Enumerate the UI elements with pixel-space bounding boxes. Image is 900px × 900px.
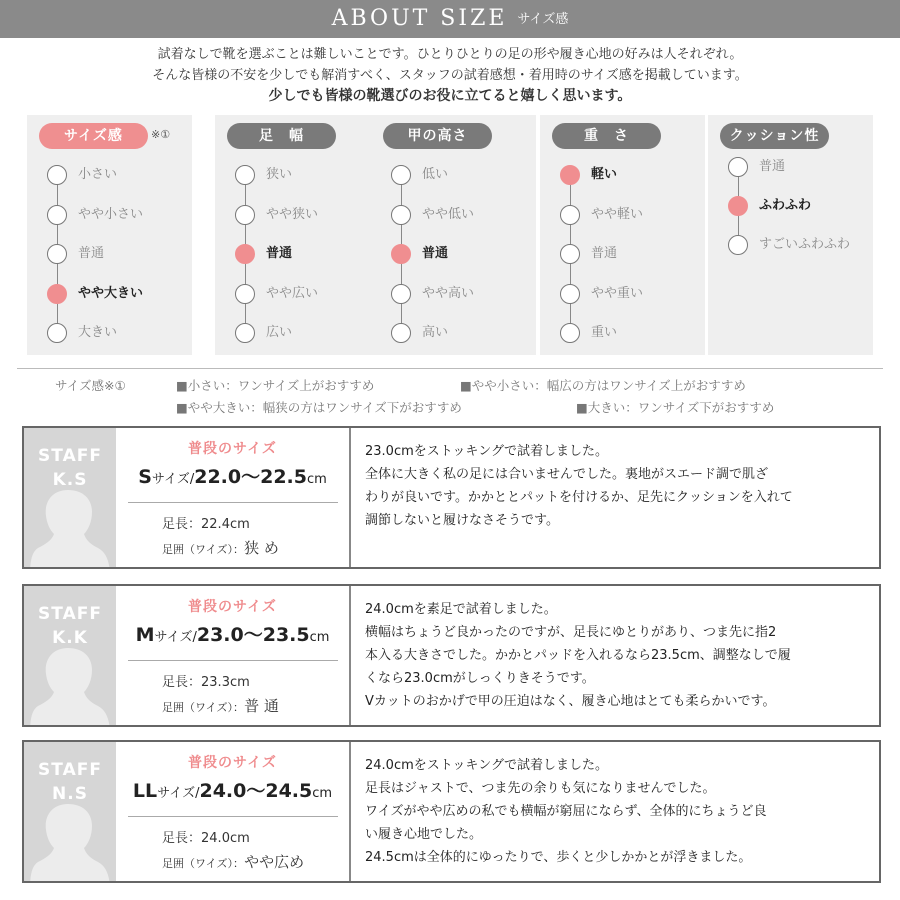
staff-initials: K.S [52, 470, 88, 490]
intro-line-1: 試着なしで靴を選ぶことは難しいことです。ひとりひとりの足の形や履き心地の好みは人それぞれ。 [157, 47, 743, 62]
foot-length-value: 22.4cm [201, 517, 250, 532]
circle-icon [391, 165, 411, 185]
option-label: やや低い [422, 206, 475, 222]
divider [128, 502, 338, 503]
option-label: 普通 [266, 246, 293, 261]
circle-icon [391, 284, 411, 304]
selected-dot-icon [47, 284, 67, 304]
foot-width-value: 普 通 [244, 697, 279, 715]
column-divider [349, 586, 351, 725]
circle-icon [235, 323, 255, 343]
panel-1 [27, 115, 192, 355]
size-suffix: サイズ/ [154, 630, 197, 645]
comment-line: 調節しないと履けなさそうです。 [365, 513, 559, 528]
option-label: 広い [266, 325, 293, 340]
legend-item-large: ■大きい：ワンサイズ下がおすすめ [576, 400, 775, 415]
staff-comment [365, 754, 875, 869]
option-label: やや軽い [591, 206, 644, 222]
divider [128, 816, 338, 817]
foot-length-value: 23.3cm [201, 675, 250, 690]
circle-icon [391, 205, 411, 225]
panel-title: 重 さ [552, 123, 661, 149]
circle-icon [235, 205, 255, 225]
foot-width-label: 足囲（ワイズ）： [162, 857, 245, 870]
comment-line: 24.0cmをストッキングで試着しました。 [365, 758, 608, 773]
option-label: 普通 [759, 159, 786, 174]
selected-dot-icon [391, 244, 411, 264]
comment-line: 足長はジャストで、つま先の余りも気になりませんでした。 [365, 781, 716, 796]
circle-icon [560, 205, 580, 225]
person-silhouette-icon [30, 800, 110, 881]
selected-dot-icon [560, 165, 580, 185]
comment-line: 横幅はちょうど良かったのですが、足長にゆとりがあり、つま先に指2 [365, 625, 777, 640]
panel-3 [371, 115, 536, 355]
size-info [116, 428, 349, 567]
size-range: 23.0〜23.5 [196, 624, 310, 646]
size-unit: cm [309, 630, 330, 645]
staff-comment [365, 598, 875, 713]
option-label: 高い [422, 325, 449, 340]
panel-title: 甲の高さ [383, 123, 492, 149]
legend-item-small: ■小さい：ワンサイズ上がおすすめ [176, 378, 375, 393]
comment-line: ワイズがやや広めの私でも横幅が窮屈にならず、全体的にちょうど良 [365, 804, 767, 819]
option-label: 大きい [78, 325, 118, 340]
foot-length-label: 足長： [162, 517, 202, 532]
person-silhouette-icon [30, 486, 110, 567]
staff-photo [24, 586, 116, 725]
intro-line-3: 少しでも皆様の靴選びのお役に立てると嬉しく思います。 [268, 88, 632, 104]
size-unit: cm [312, 786, 333, 801]
foot-width-value: 狭 め [244, 539, 279, 557]
option-label: 小さい [78, 167, 118, 182]
comment-line: 24.5cmは全体的にゆったりで、歩くと少しかかとが浮きました。 [365, 850, 752, 865]
circle-icon [47, 165, 67, 185]
divider [17, 368, 883, 369]
option-label: やや高い [422, 285, 475, 301]
comment-line: わりが良いです。かかととパットを付けるか、足先にクッションを入れて [365, 490, 793, 505]
option-label: 低い [422, 167, 449, 182]
circle-icon [391, 323, 411, 343]
foot-length [162, 513, 250, 532]
circle-icon [235, 284, 255, 304]
staff-review-1 [22, 426, 881, 569]
option-label: やや広い [266, 285, 319, 301]
staff-label: STAFF [38, 760, 102, 780]
staff-initials: K.K [52, 628, 88, 648]
circle-icon [235, 165, 255, 185]
size-info [116, 742, 349, 881]
usual-size-label: 普段のサイズ [188, 599, 277, 615]
comment-line: くなら23.0cmがしっくりきそうです。 [365, 671, 595, 686]
header-title-en: ABOUT SIZE [331, 6, 508, 31]
person-silhouette-icon [30, 644, 110, 725]
usual-size [116, 462, 349, 489]
comment-line: 23.0cmをストッキングで試着しました。 [365, 444, 608, 459]
header-title-jp: サイズ感 [517, 12, 569, 27]
foot-width-value: やや広め [244, 853, 305, 871]
circle-icon [47, 205, 67, 225]
staff-name [24, 602, 116, 650]
selected-dot-icon [235, 244, 255, 264]
staff-label: STAFF [38, 604, 102, 624]
option-label: 普通 [78, 246, 105, 261]
circle-icon [560, 284, 580, 304]
foot-length-label: 足長： [162, 675, 202, 690]
option-label: やや狭い [266, 206, 319, 222]
foot-width-label: 足囲（ワイズ）： [162, 543, 245, 556]
intro-text [0, 44, 900, 107]
size-info [116, 586, 349, 725]
option-label: 普通 [591, 246, 618, 261]
comment-line: 24.0cmを素足で試着しました。 [365, 602, 557, 617]
staff-review-3 [22, 740, 881, 883]
staff-name [24, 758, 116, 806]
size-range: 22.0〜22.5 [194, 466, 307, 488]
option-label: すごいふわふわ [759, 237, 851, 252]
page-header [0, 0, 900, 38]
size-letter: S [138, 466, 152, 488]
usual-size [116, 620, 349, 647]
size-range: 24.0〜24.5 [199, 780, 313, 802]
panel-2 [215, 115, 380, 355]
staff-name [24, 444, 116, 492]
option-label: 普通 [422, 246, 449, 261]
comment-line: Vカットのおかげで甲の圧迫はなく、履き心地はとても柔らかいです。 [365, 694, 776, 709]
option-label: 狭い [266, 167, 293, 182]
size-unit: cm [306, 472, 327, 487]
circle-icon [560, 244, 580, 264]
legend-item-slightly-large: ■やや大きい：幅狭の方はワンサイズ下がおすすめ [176, 400, 462, 415]
size-letter: M [135, 624, 155, 646]
usual-size [116, 776, 349, 803]
size-letter: LL [132, 780, 158, 802]
option-label: ふわふわ [759, 198, 812, 213]
size-suffix: サイズ/ [151, 472, 195, 487]
foot-width [162, 851, 304, 872]
foot-length [162, 671, 250, 690]
staff-label: STAFF [38, 446, 102, 466]
divider [128, 660, 338, 661]
comment-line: 本入る大きさでした。かかとパッドを入れるなら23.5cm、調整なしで履 [365, 648, 791, 663]
option-label: やや大きい [78, 285, 144, 301]
staff-comment [365, 440, 875, 532]
foot-width-label: 足囲（ワイズ）： [162, 701, 245, 714]
circle-icon [47, 323, 67, 343]
panel-title: クッション性 [720, 123, 829, 149]
selected-dot-icon [728, 196, 748, 216]
comment-line: い履き心地でした。 [365, 827, 483, 842]
staff-review-2 [22, 584, 881, 727]
staff-initials: N.S [52, 784, 88, 804]
legend-item-slightly-small: ■やや小さい：幅広の方はワンサイズ上がおすすめ [460, 378, 746, 393]
panel-5 [708, 115, 873, 355]
option-label: やや重い [591, 285, 644, 301]
comment-line: 全体に大きく私の足には合いませんでした。裏地がスエード調で肌ざ [365, 467, 769, 482]
circle-icon [560, 323, 580, 343]
size-suffix: サイズ/ [157, 786, 200, 801]
circle-icon [728, 235, 748, 255]
panel-4 [540, 115, 705, 355]
circle-icon [47, 244, 67, 264]
panel-note: ※① [151, 128, 171, 141]
panel-title: 足 幅 [227, 123, 336, 149]
legend-label: サイズ感※① [55, 378, 126, 393]
panel-title: サイズ感 [39, 123, 148, 149]
usual-size-label: 普段のサイズ [188, 755, 277, 771]
foot-width [162, 537, 279, 558]
column-divider [349, 742, 351, 881]
staff-photo [24, 742, 116, 881]
intro-line-2: そんな皆様の不安を少しでも解消すべく、スタッフの試着感想・着用時のサイズ感を掲載しています。 [152, 68, 748, 83]
option-label: やや小さい [78, 206, 144, 222]
usual-size-label: 普段のサイズ [188, 441, 277, 457]
foot-width [162, 695, 279, 716]
option-label: 軽い [591, 167, 618, 182]
column-divider [349, 428, 351, 567]
circle-icon [728, 157, 748, 177]
foot-length-label: 足長： [162, 831, 202, 846]
staff-photo [24, 428, 116, 567]
foot-length-value: 24.0cm [201, 831, 250, 846]
option-label: 重い [591, 325, 618, 340]
foot-length [162, 827, 250, 846]
